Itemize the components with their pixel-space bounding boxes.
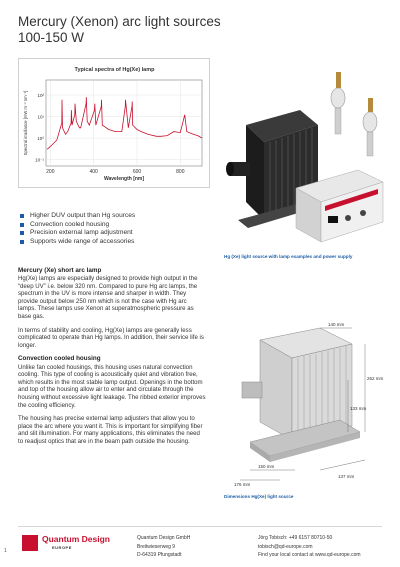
website-link[interactable]: Find your local contact at www.qd-europe.com: [258, 552, 361, 559]
page-title: [18, 14, 221, 46]
dim-label: 137 mm: [338, 474, 355, 479]
body-text: [18, 267, 206, 451]
x-axis-label: Wavelength [nm]: [103, 176, 145, 182]
product-photo: [218, 70, 388, 250]
y-tick-label: 10⁻¹: [35, 157, 44, 163]
bullet-square-icon: [20, 231, 24, 235]
section-heading: Convection cooled housing: [18, 355, 101, 363]
paragraph: Hg(Xe) lamps are especially designed to provide high output in the “deep UV” i.e. below 320 nm. Compared to pure Hg arc lamps, the spectrum in the UV is more intense and sharper in width. They provide output below 250 nm which is not the case with Hg arc lamps. These lamps use Xenon at superatmospheric pressure as base gas.: [18, 275, 198, 321]
dim-label: 140 mm: [328, 322, 345, 327]
list-item: Convection cooled housing: [20, 221, 135, 230]
plot-area: [46, 80, 202, 166]
section-heading: Mercury (Xe) short arc lamp: [18, 267, 102, 274]
dim-label: 150 mm: [258, 464, 275, 469]
paragraph: In terms of stability and cooling, Hg(Xe) lamps are generally less complicated to operate than Hg lamps. In addition, their service life is longer.: [18, 326, 204, 349]
lamp-bulb-1: [331, 72, 345, 134]
page-title-line1: Mercury (Xenon) arc light sources: [18, 14, 221, 29]
bullet-square-icon: [20, 214, 24, 218]
lamp-bulb-2: [363, 98, 377, 156]
feature-list: [20, 212, 135, 246]
bullet-square-icon: [20, 223, 24, 227]
chart-title: Typical spectra of Hg(Xe) lamp: [74, 67, 155, 73]
bullet-square-icon: [20, 240, 24, 244]
logo-region: EUROPE: [52, 545, 72, 550]
footer-divider: [18, 526, 382, 527]
list-item: Precision external lamp adjustment: [20, 229, 135, 238]
dim-label: 176 mm: [234, 482, 251, 487]
y-tick-label: 10¹: [37, 114, 44, 120]
dim-label: 133 mm: [350, 406, 367, 411]
paragraph: The housing has precise external lamp adjusters that allow you to place the arc where you want it. This is important for simplifying fiber and slit illumination. For many applications, this eliminates the need to readjust optics that are in the beam path outside the housing.: [18, 415, 203, 445]
page-number: 1: [4, 548, 7, 554]
y-axis-label: Spectral irradiance [mW m⁻² nm⁻¹]: [23, 90, 28, 156]
y-tick-label: 10⁰: [37, 136, 44, 142]
spectrum-chart: [18, 58, 210, 188]
x-tick-label: 200: [46, 169, 55, 175]
logo-name: Quantum Design: [42, 534, 111, 544]
paragraph: Unlike fan cooled housings, this housing uses natural convection cooling. This type of cooling is acoustically quiet and vibration free, which results in the most stable lamp output. Openings in the bottom and top of the housing allow air to enter and circulate through the housing without excessive light leakage. The ribbed exterior improves the cooling efficiency.: [18, 363, 206, 409]
footer-contact: Jörg Tobisch: +49 6157 80710-50 tobisch@qd-europe.com Find your local contact at www.qd-europe.com: [258, 535, 361, 559]
quantum-design-logo-icon: [22, 535, 38, 551]
x-tick-label: 400: [89, 169, 98, 175]
page-title-line2: 100-150 W: [18, 30, 85, 45]
dimensions-caption: Dimensions Hg(Xe) light source: [224, 494, 294, 499]
list-item: Supports wide range of accessories: [20, 238, 135, 247]
list-item: Higher DUV output than Hg sources: [20, 212, 135, 221]
x-tick-label: 600: [132, 169, 142, 175]
email-link[interactable]: tobisch@qd-europe.com: [258, 543, 313, 550]
y-tick-label: 10²: [37, 93, 44, 99]
x-tick-label: 800: [176, 169, 185, 175]
dimension-drawing: [220, 320, 390, 505]
dim-label: 262 mm: [367, 376, 384, 381]
footer-address: Quantum Design GmbH Breitwieserweg 9 D-64319 Pfungstadt: [137, 535, 191, 559]
housing-drawing: [242, 328, 360, 462]
photo-caption: Hg (Xe) light source with lamp examples and power supply: [224, 254, 353, 259]
